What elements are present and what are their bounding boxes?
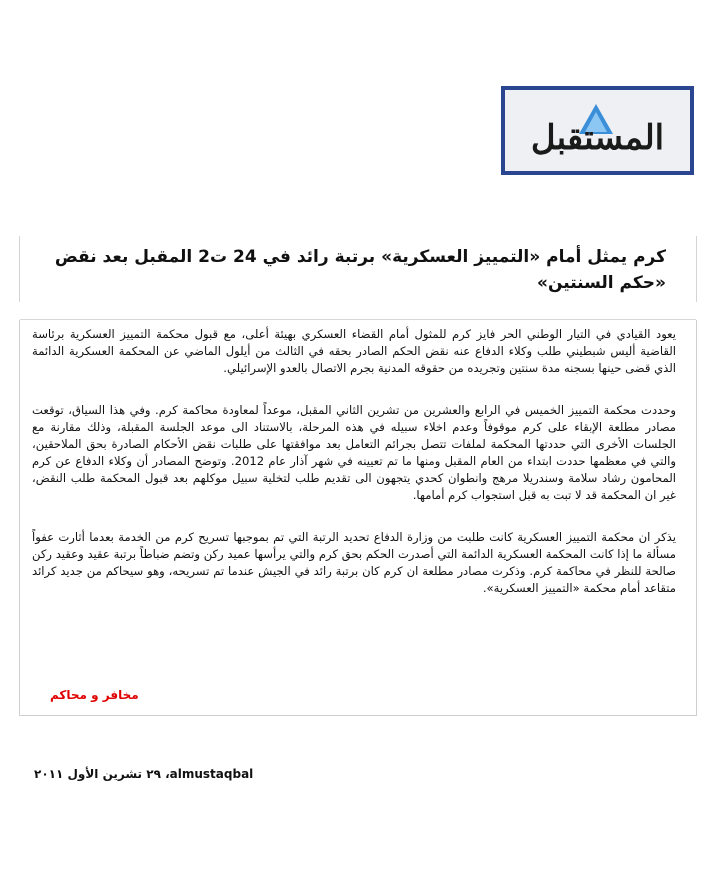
source-date-line: almustaqbal، ٢٩ تشرين الأول ٢٠١١ [34,767,254,781]
logo-text: المستقبل [530,118,665,158]
article-paragraph: يعود القيادي في التيار الوطني الحر فايز كرم للمثول أمام القضاء العسكري بهيئة أعلى، مع قبول محكمة التمييز العسكرية برئاسة القاضية أليس شبطيني طلب وكلاء الدفاع عنه نقض الحكم الصادر بحقه في الثالث من أيلول الماضي عن المحكمة العسكرية الدائمة الذي قضى حينها بسجنه مدة سنتين وتجريده من حقوقه المدنية بجرم الاتصال بالعدو الإسرائيلي. [32,327,676,375]
category-link[interactable]: مخافر و محاكم [50,688,139,702]
article-panel [19,320,697,716]
article-body [32,326,676,622]
article-paragraph: يذكر ان محكمة التمييز العسكرية كانت طلبت من وزارة الدفاع تحديد الرتبة التي تم بموجبها تسريح كرم من الخدمة بعدما أثارت عفواً مسألة ما إذا كانت المحكمة العسكرية الدائمة التي أصدرت الحكم بحق كرم والتي يرأسها عميد ركن وتضم ضباطاً برتبة عقيد وعقيد ركن صالحة للنظر في محاكمة كرم. وذكرت مصادر مطلعة ان كرم كان برتبة رائد في الجيش عندما تم تسريحه، وهو سيحاكم من جديد كرائد متقاعد أمام محكمة «التمييز العسكرية». [32,530,676,595]
article-paragraph: وحددت محكمة التمييز الخميس في الرابع والعشرين من تشرين الثاني المقبل، موعداً لمعاودة محاكمة كرم. وفي هذا السياق، توقعت مصادر مطلعة الإبقاء على كرم موقوفاً وعدم اخلاء سبيله في هذه المرحلة، بالاستناد الى موعد الجلسة المقبلة، وذلك مقارنة مع الجلسات الأخرى التي حددتها المحكمة لملفات تتصل بجرائم التعامل بعد موافقتها على طلبات نقض الأحكام الصادرة بحق الملاحقين، والتي في معظمها حددت ابتداء من العام المقبل ومنها ما تم تعيينه في شهر آذار عام 2012. وتوضح المصادر أن وكلاء الدفاع عن كرم المحامون رشاد سلامة وسندريلا مرهج وانطوان كحدي يتجهون الى تقديم طلب لتخلية سبيل موكلهم بعد قبول المحكمة طلب النقض، غير ان المحكمة قد لا تبت به قبل استجواب كرم أمامها. [32,403,676,502]
article-headline: كرم يمثل أمام «التمييز العسكرية» برتبة رائد في 24 ت2 المقبل بعد نقض «حكم السنتين» [54,247,666,293]
headline-panel [19,236,697,302]
newspaper-logo [501,86,694,175]
